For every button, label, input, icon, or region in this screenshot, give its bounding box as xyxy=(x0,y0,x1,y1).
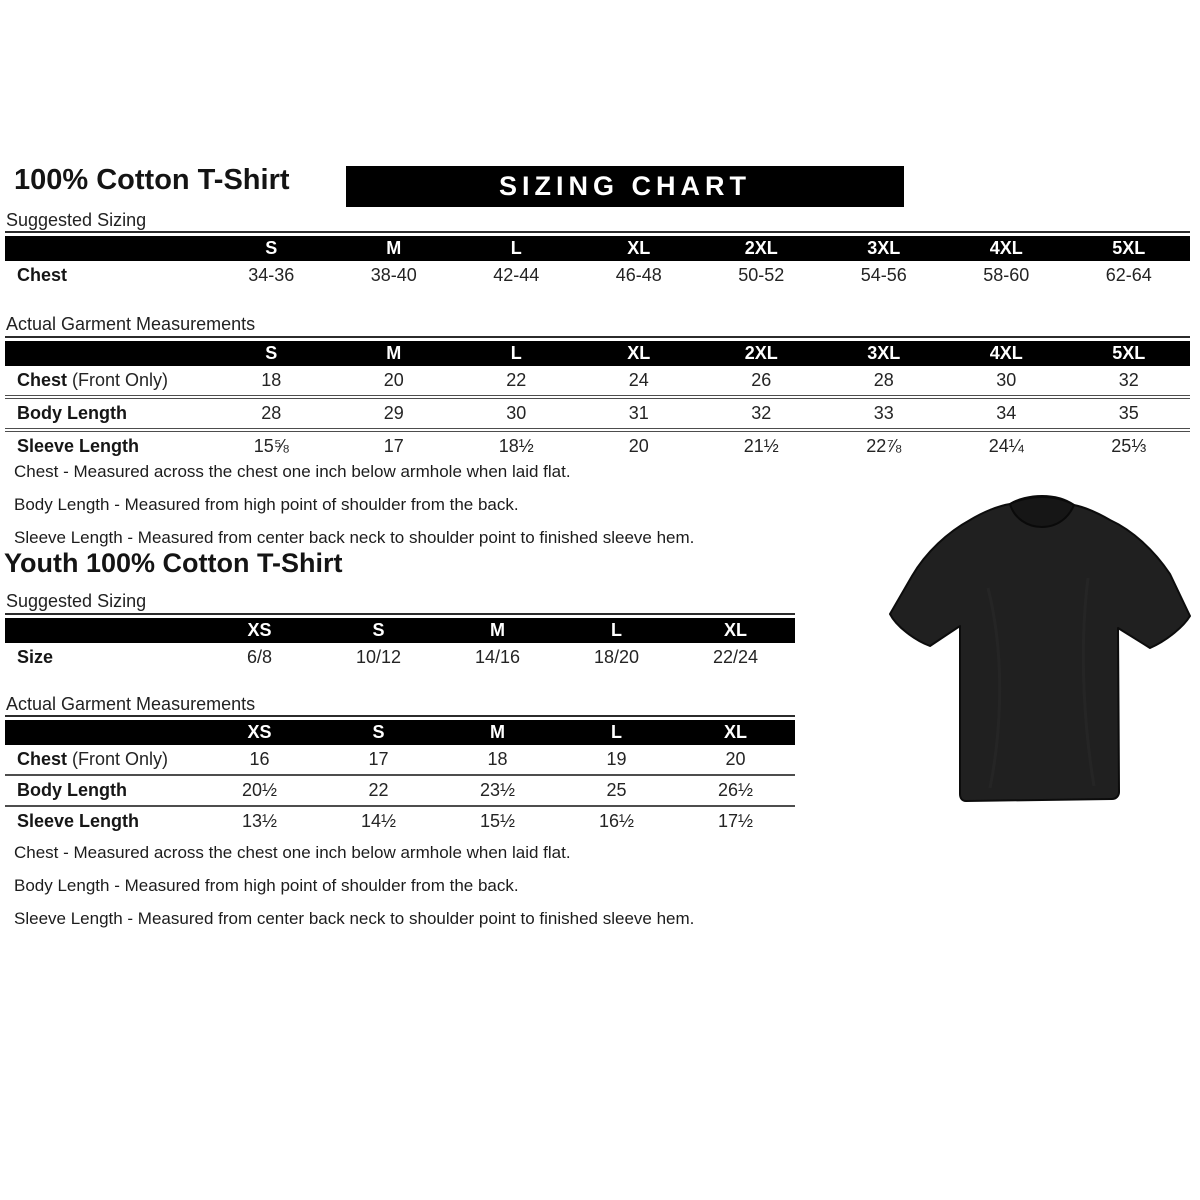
chest-range-3xl: 54-56 xyxy=(860,265,907,285)
chest-range-xl: 46-48 xyxy=(615,265,662,285)
adult-actual-measurements-table-wrap xyxy=(5,336,1190,461)
row-label xyxy=(5,775,200,806)
size-col-header-4xl: 4XL xyxy=(989,238,1023,258)
youth-sleeve-length-note: Sleeve Length - Measured from center back neck to shoulder point to finished sleeve hem. xyxy=(14,909,695,928)
chest-range-2xl: 50-52 xyxy=(738,265,785,285)
youth-sleeve-s: 14½ xyxy=(360,811,397,831)
size-header-spacer xyxy=(5,341,210,366)
tshirt-body-shape xyxy=(890,496,1190,801)
row-label-text: Sleeve Length xyxy=(17,436,140,456)
youth-size-row xyxy=(5,643,795,672)
adult-body-length-row xyxy=(5,397,1190,430)
youth-sleeve-length-row xyxy=(5,806,795,836)
youth-suggested-sizing-label: Suggested Sizing xyxy=(6,591,147,611)
size-col-header-m: M xyxy=(490,722,505,742)
chest-range-4xl: 58-60 xyxy=(983,265,1030,285)
youth-chest-m: 18 xyxy=(438,745,557,775)
youth-actual-measurements-label: Actual Garment Measurements xyxy=(6,694,256,714)
youth-body-l: 25 xyxy=(557,775,676,806)
chest-range-m: 38-40 xyxy=(370,265,417,285)
adult-chest-measure-row xyxy=(5,366,1190,397)
youth-suggested-sizing-table xyxy=(5,618,795,672)
row-label-text: Body Length xyxy=(17,403,127,423)
youth-actual-header-row xyxy=(5,720,795,745)
youth-size-xs: 6/8 xyxy=(246,647,273,667)
adult-actual-measurements-table xyxy=(5,341,1190,461)
size-col-header-l: L xyxy=(611,722,622,742)
youth-body-xl: 26½ xyxy=(676,775,795,806)
youth-body-length-row xyxy=(5,775,795,806)
size-col-header-s: S xyxy=(372,722,385,742)
youth-chest-l: 19 xyxy=(557,745,676,775)
row-label xyxy=(5,643,200,672)
adult-sleeve-length-row xyxy=(5,430,1190,461)
size-col-header-xl: XL xyxy=(627,238,651,258)
body-s: 28 xyxy=(210,397,333,430)
row-label xyxy=(5,430,210,461)
youth-sleeve-xs: 13½ xyxy=(241,811,278,831)
size-col-header-2xl: 2XL xyxy=(744,343,778,363)
row-label-text: Chest xyxy=(17,749,68,769)
row-label-text: Sleeve Length xyxy=(17,811,140,831)
chest-range-s: 34-36 xyxy=(248,265,295,285)
row-label-text: Size xyxy=(17,647,54,667)
size-col-header-xl: XL xyxy=(723,620,747,640)
row-label xyxy=(5,745,200,775)
adult-suggested-header-row xyxy=(5,236,1190,261)
youth-size-l: 18/20 xyxy=(593,647,640,667)
size-col-header-5xl: 5XL xyxy=(1112,238,1146,258)
size-col-header-xs: XS xyxy=(247,722,272,742)
body-5xl: 35 xyxy=(1068,397,1191,430)
size-col-header-s: S xyxy=(372,620,385,640)
adult-actual-measurements-label: Actual Garment Measurements xyxy=(6,314,256,334)
size-col-header-m: M xyxy=(386,343,402,363)
size-col-header-s: S xyxy=(265,343,278,363)
chest-xl: 24 xyxy=(578,366,701,397)
sizing-chart-banner xyxy=(346,166,904,207)
chest-5xl: 32 xyxy=(1068,366,1191,397)
adult-actual-header-row xyxy=(5,341,1190,366)
youth-actual-measurements-table xyxy=(5,720,795,836)
youth-chest-xs: 16 xyxy=(200,745,319,775)
row-label-suffix: (Front Only) xyxy=(67,749,169,769)
youth-chest-s: 17 xyxy=(319,745,438,775)
chest-s: 18 xyxy=(210,366,333,397)
youth-sleeve-xl: 17½ xyxy=(717,811,754,831)
size-col-header-3xl: 3XL xyxy=(867,343,901,363)
youth-size-s: 10/12 xyxy=(355,647,402,667)
size-col-header-2xl: 2XL xyxy=(744,238,778,258)
sleeve-m: 17 xyxy=(383,436,404,456)
sleeve-4xl: 24¼ xyxy=(988,436,1024,456)
sizing-chart-banner-label: SIZING CHART xyxy=(499,171,751,201)
size-col-header-xs: XS xyxy=(247,620,272,640)
size-col-header-l: L xyxy=(611,620,622,640)
sleeve-5xl: 25⅓ xyxy=(1111,436,1147,456)
youth-suggested-sizing-table-wrap xyxy=(5,613,795,672)
chest-2xl: 26 xyxy=(700,366,823,397)
adult-chest-note: Chest - Measured across the chest one inch below armhole when laid flat. xyxy=(14,462,571,481)
adult-suggested-sizing-table xyxy=(5,236,1190,290)
body-l: 30 xyxy=(455,397,578,430)
youth-body-s: 22 xyxy=(319,775,438,806)
body-3xl: 33 xyxy=(823,397,946,430)
sleeve-l: 18½ xyxy=(498,436,534,456)
youth-body-xs: 20½ xyxy=(200,775,319,806)
size-col-header-3xl: 3XL xyxy=(867,238,901,258)
youth-body-length-note: Body Length - Measured from high point of shoulder from the back. xyxy=(14,876,519,895)
chest-3xl: 28 xyxy=(823,366,946,397)
size-col-header-l: L xyxy=(510,238,522,258)
youth-body-m: 23½ xyxy=(438,775,557,806)
adult-chest-range-row xyxy=(5,261,1190,290)
size-col-header-xl: XL xyxy=(723,722,747,742)
sleeve-3xl: 22⅞ xyxy=(866,436,902,456)
size-col-header-m: M xyxy=(386,238,402,258)
size-header-spacer xyxy=(5,236,210,261)
adult-body-length-note: Body Length - Measured from high point of shoulder from the back. xyxy=(14,495,519,514)
chest-range-5xl: 62-64 xyxy=(1105,265,1152,285)
youth-section-title: Youth 100% Cotton T-Shirt xyxy=(4,548,343,578)
chest-range-l: 42-44 xyxy=(493,265,540,285)
size-col-header-4xl: 4XL xyxy=(989,343,1023,363)
youth-chest-xl: 20 xyxy=(676,745,795,775)
size-col-header-xl: XL xyxy=(627,343,651,363)
adult-section-title: 100% Cotton T-Shirt xyxy=(14,164,290,196)
body-2xl: 32 xyxy=(700,397,823,430)
row-label-text: Chest xyxy=(17,265,68,285)
youth-chest-measure-row xyxy=(5,745,795,775)
youth-size-m: 14/16 xyxy=(474,647,521,667)
youth-chest-note: Chest - Measured across the chest one inch below armhole when laid flat. xyxy=(14,843,571,862)
row-label xyxy=(5,366,210,397)
youth-suggested-header-row xyxy=(5,618,795,643)
size-col-header-5xl: 5XL xyxy=(1112,343,1146,363)
sleeve-xl: 20 xyxy=(628,436,649,456)
body-m: 29 xyxy=(333,397,456,430)
youth-sleeve-m: 15½ xyxy=(479,811,516,831)
adult-suggested-sizing-label: Suggested Sizing xyxy=(6,210,147,230)
black-tshirt-image xyxy=(878,468,1200,813)
size-col-header-m: M xyxy=(490,620,505,640)
size-col-header-l: L xyxy=(510,343,522,363)
adult-suggested-sizing-table-wrap xyxy=(5,231,1190,290)
youth-size-xl: 22/24 xyxy=(712,647,759,667)
adult-sleeve-length-note: Sleeve Length - Measured from center back neck to shoulder point to finished sleeve hem. xyxy=(14,528,695,547)
youth-actual-measurements-table-wrap xyxy=(5,715,795,836)
size-header-spacer xyxy=(5,618,200,643)
row-label xyxy=(5,806,200,836)
body-xl: 31 xyxy=(578,397,701,430)
row-label-text: Body Length xyxy=(17,780,127,800)
youth-sleeve-l: 16½ xyxy=(598,811,635,831)
chest-m: 20 xyxy=(333,366,456,397)
sleeve-2xl: 21½ xyxy=(743,436,779,456)
row-label-text: Chest xyxy=(17,370,68,390)
sleeve-s: 15⅝ xyxy=(253,436,289,456)
chest-4xl: 30 xyxy=(945,366,1068,397)
row-label xyxy=(5,261,210,290)
size-header-spacer xyxy=(5,720,200,745)
row-label xyxy=(5,397,210,430)
body-4xl: 34 xyxy=(945,397,1068,430)
size-col-header-s: S xyxy=(265,238,278,258)
chest-l: 22 xyxy=(455,366,578,397)
row-label-suffix: (Front Only) xyxy=(67,370,169,390)
